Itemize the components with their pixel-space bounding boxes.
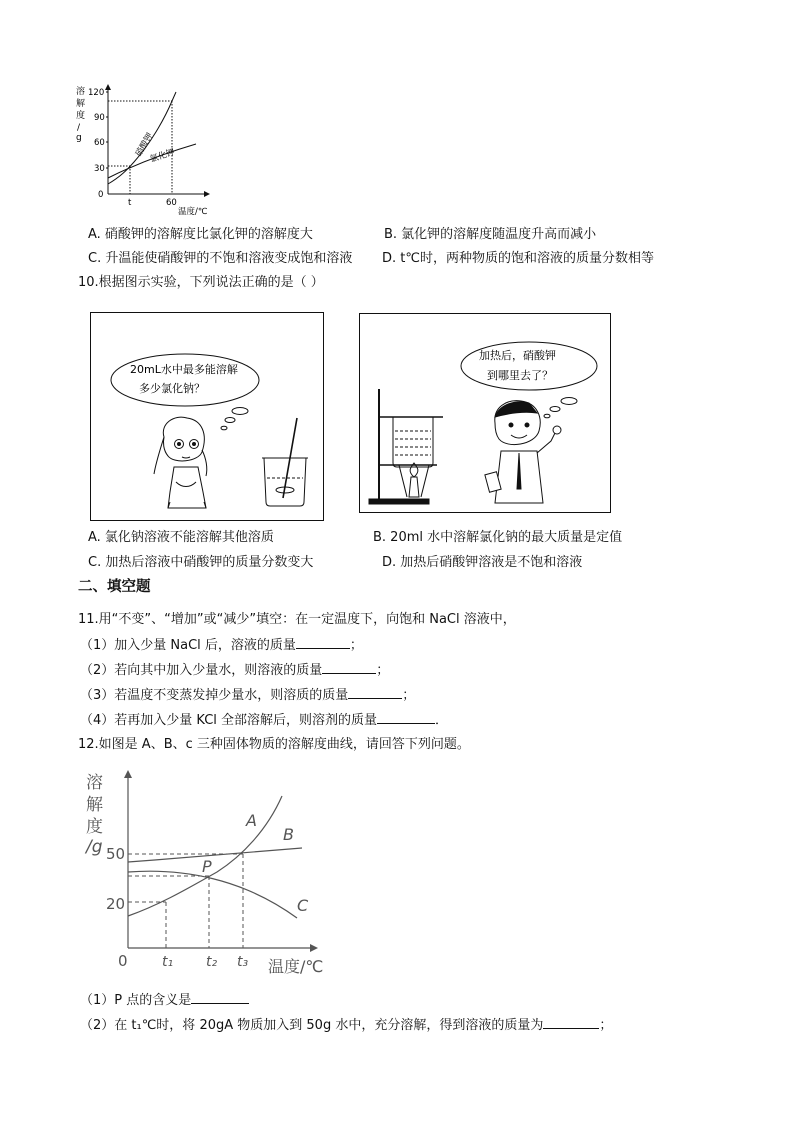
q10-left-bubble-line2: 多少氯化钠？ [139,382,205,395]
q12-point-p-label: P [202,857,212,876]
q10-left-bubble-line1: 20mL水中最多能溶解 [130,363,238,376]
q10-left-panel [90,312,324,521]
q9-y-tick-30: 30 [94,164,105,174]
q9-x-tick-t: t [128,198,132,208]
q12-stem: 12.如图是 A、B、c 三种固体物质的溶解度曲线，请回答下列问题。 [78,737,470,752]
q11-stem: 11.用“不变”、“增加”或“减少”填空：在一定温度下，向饱和 NaCl 溶液中， [78,612,516,627]
q9-y-title-4: g [76,133,82,143]
q9-y-title-2: 度 [76,111,86,121]
q11-item-4 [80,711,448,730]
q9-y-title-1: 解 [76,99,86,109]
q12-x-title: 温度/℃ [268,957,324,976]
q12-item-2-text: （2）在 t₁℃时，将 20gA 物质加入到 50g 水中，充分溶解，得到溶液的质量为 [80,1018,544,1033]
q12-item-2-blank[interactable] [543,1016,599,1029]
q9-curve-kno3-label: 硝酸钾 [133,131,156,159]
q9-option-b[interactable]: B. 氯化钾的溶解度随温度升高而减小 [384,227,597,242]
q11-item-2 [80,661,389,680]
q11-item-2-blank[interactable] [322,661,376,674]
q9-y-tick-60: 60 [94,138,105,148]
q12-curve-c-label: C [297,896,309,915]
q12-curve-b-label: B [283,825,294,844]
q11-item-4-text: （4）若再加入少量 KCl 全部溶解后，则溶剂的质量 [80,713,378,728]
q11-item-2-text: （2）若向其中加入少量水，则溶液的质量 [80,663,323,678]
q9-x-tick-60: 60 [166,198,177,208]
q9-option-a[interactable]: A. 硝酸钾的溶解度比氯化钾的溶解度大 [88,227,313,242]
q12-item-1 [80,991,249,1010]
q11-item-3-tail: ； [402,688,416,703]
q12-y-title-1: 解 [86,795,103,815]
q10-right-panel [359,313,611,513]
q9-curve-kcl-label: 氯化钾 [148,147,177,165]
q10-option-a[interactable]: A. 氯化钠溶液不能溶解其他溶质 [88,530,274,545]
q12-item-2 [80,1016,612,1035]
q9-solubility-chart [72,82,222,217]
q11-item-1-blank[interactable] [296,636,350,649]
q10-right-bubble-line2: 到哪里去了？ [487,369,553,382]
q12-solubility-chart [82,768,342,978]
q9-option-c[interactable]: C. 升温能使硝酸钾的不饱和溶液变成饱和溶液 [88,251,353,266]
q12-x-tick-t3: t₃ [237,954,249,970]
q9-y-tick-120: 120 [88,88,105,98]
q11-item-1-text: （1）加入少量 NaCl 后，溶液的质量 [80,638,296,653]
q9-option-d[interactable]: D. t℃时，两种物质的饱和溶液的质量分数相等 [382,251,654,266]
q11-item-1 [80,636,363,655]
q9-x-title: 温度/℃ [178,207,208,217]
q9-y-arrow [105,84,111,90]
q11-item-3-blank[interactable] [348,686,402,699]
q9-y-title-0: 溶 [76,87,86,97]
q12-y-title-0: 溶 [86,773,103,793]
q11-item-4-tail: ． [435,713,449,728]
q10-stem: 10.根据图示实验，下列说法正确的是（ ） [78,275,324,290]
q10-option-d[interactable]: D. 加热后硝酸钾溶液是不饱和溶液 [382,555,583,570]
q9-x-arrow [204,191,210,197]
q11-item-4-blank[interactable] [377,711,435,724]
q10-option-b[interactable]: B. 20ml 水中溶解氯化钠的最大质量是定值 [373,530,623,545]
q12-curve-a-label: A [246,811,257,830]
q12-curve-b [128,848,302,862]
q11-item-2-tail: ； [376,663,390,678]
q12-y-tick-50: 50 [106,845,126,863]
q12-x-tick-t2: t₂ [206,954,218,970]
q12-origin: 0 [118,952,128,970]
q12-y-title-2: 度 [86,817,103,837]
q9-y-title-3: / [77,123,81,133]
q11-item-3 [80,686,415,705]
q12-item-1-text: （1）P 点的含义是 [80,993,192,1008]
q12-x-tick-t1: t₁ [162,954,174,970]
section-title-fill-in: 二、填空题 [78,579,151,595]
q10-left-bubble [111,354,259,406]
q10-option-c[interactable]: C. 加热后溶液中硝酸钾的质量分数变大 [88,555,314,570]
q9-y-tick-90: 90 [94,113,105,123]
q9-y-tick-0: 0 [98,190,104,200]
q12-y-title-3: /g [86,837,103,857]
q12-item-2-tail: ； [599,1018,613,1033]
q11-item-1-tail: ； [349,638,363,653]
q10-right-bubble-line1: 加热后，硝酸钾 [479,349,556,362]
q11-item-3-text: （3）若温度不变蒸发掉少量水，则溶质的质量 [80,688,349,703]
q12-curve-c [128,871,297,918]
q12-y-tick-20: 20 [106,895,126,913]
q12-item-1-blank[interactable] [191,991,249,1004]
